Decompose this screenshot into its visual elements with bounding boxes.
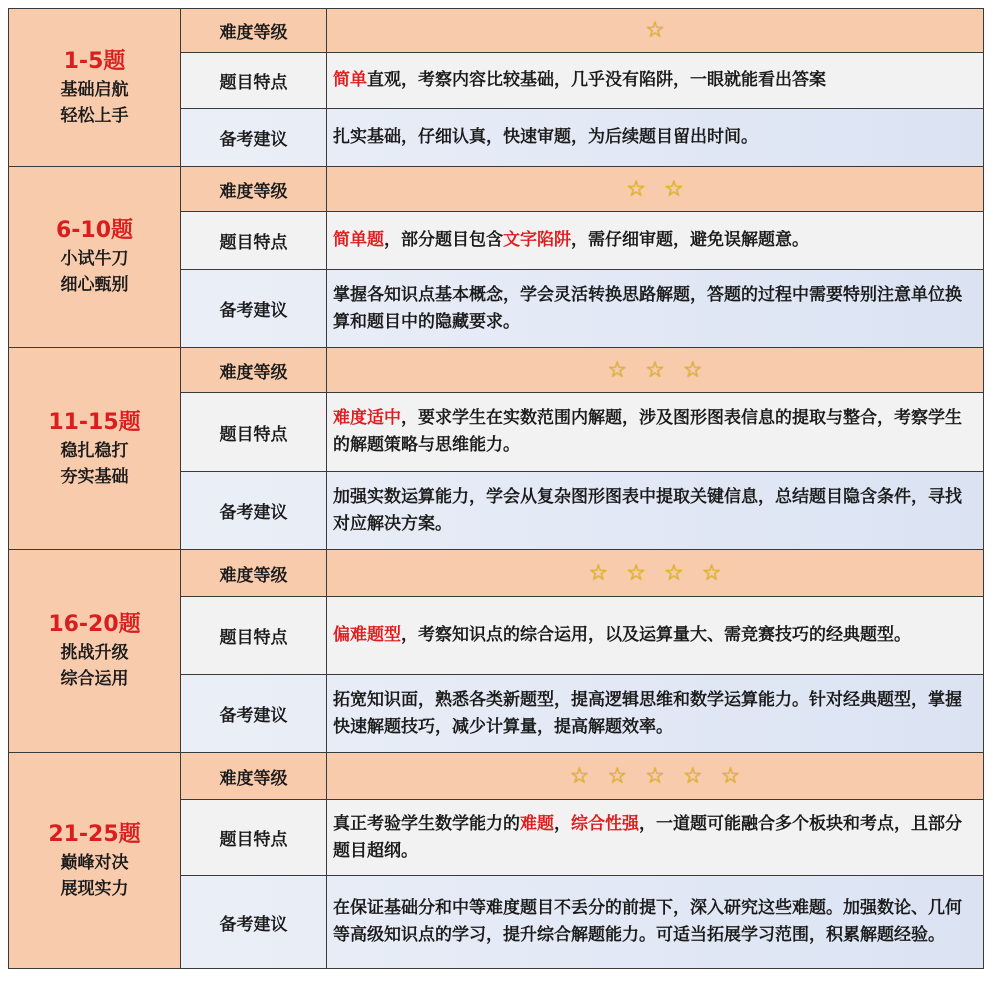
group-subtitle: 夯实基础 xyxy=(60,466,129,487)
question-group xyxy=(9,348,181,550)
star-icon: ☆ xyxy=(664,176,702,202)
star-icon: ☆ xyxy=(607,763,646,789)
highlight-text: 难题 xyxy=(520,813,554,834)
question-group xyxy=(9,9,181,167)
highlight-text: 难度适中 xyxy=(333,408,401,428)
rating-row xyxy=(9,753,984,800)
features-label: 题目特点 xyxy=(181,800,327,876)
advice-text: 拓宽知识面，熟悉各类新题型，提高逻辑思维和数学运算能力。针对经典题型，掌握快速解题技巧，减少计算量，提高解题效率。 xyxy=(327,675,984,753)
features-label: 题目特点 xyxy=(181,53,327,109)
star-icon: ☆ xyxy=(682,763,721,789)
exam-difficulty-table xyxy=(8,8,984,969)
rating-label: 难度等级 xyxy=(181,167,327,212)
highlight-text: 简单题 xyxy=(333,230,384,250)
rating-label: 难度等级 xyxy=(181,9,327,53)
star-icon: ☆ xyxy=(626,176,664,202)
text-segment: ，需仔细审题，避免误解题意。 xyxy=(571,230,809,250)
text-segment: ，一道题可能融合多个板块和考点，且部分题目超纲。 xyxy=(333,813,962,861)
features-text xyxy=(327,597,984,675)
features-text xyxy=(327,393,984,472)
rating-label: 难度等级 xyxy=(181,753,327,800)
star-rating xyxy=(327,753,984,800)
star-rating xyxy=(327,348,984,393)
rating-label: 难度等级 xyxy=(181,550,327,597)
star-icon: ☆ xyxy=(569,763,608,789)
star-icon: ☆ xyxy=(607,357,646,383)
highlight-text: 简单 xyxy=(333,70,367,90)
highlight-text: 文字陷阱 xyxy=(503,230,571,250)
question-range: 11-15题 xyxy=(48,409,141,435)
advice-text: 加强实数运算能力，学会从复杂图形图表中提取关键信息，总结题目隐含条件，寻找对应解决方案。 xyxy=(327,472,984,550)
text-segment: ，要求学生在实数范围内解题，涉及图形图表信息的提取与整合，考察学生的解题策略与思维能力。 xyxy=(333,408,962,455)
text-segment: ，部分题目包含 xyxy=(384,230,503,250)
star-icon: ☆ xyxy=(645,357,683,383)
star-icon: ☆ xyxy=(664,560,702,586)
star-icon: ☆ xyxy=(645,18,683,43)
rating-row xyxy=(9,167,984,212)
advice-label: 备考建议 xyxy=(181,876,327,969)
highlight-text: 综合性强 xyxy=(571,813,639,834)
rating-label: 难度等级 xyxy=(181,348,327,393)
group-title: 稳扎稳打 xyxy=(60,440,129,461)
text-segment: ， xyxy=(554,813,571,834)
advice-label: 备考建议 xyxy=(181,109,327,167)
group-subtitle: 轻松上手 xyxy=(60,105,129,126)
rating-row xyxy=(9,550,984,597)
star-icon: ☆ xyxy=(626,560,664,586)
features-label: 题目特点 xyxy=(181,393,327,472)
text-segment: 真正考验学生数学能力的 xyxy=(333,813,520,834)
advice-label: 备考建议 xyxy=(181,270,327,348)
question-range: 1-5题 xyxy=(63,48,126,74)
features-label: 题目特点 xyxy=(181,597,327,675)
advice-text: 扎实基础，仔细认真，快速审题，为后续题目留出时间。 xyxy=(327,109,984,167)
features-label: 题目特点 xyxy=(181,212,327,270)
question-range: 6-10题 xyxy=(55,218,134,243)
group-title: 巅峰对决 xyxy=(60,852,129,873)
group-subtitle: 细心甄别 xyxy=(60,275,129,295)
features-text xyxy=(327,53,984,109)
star-icon: ☆ xyxy=(645,763,683,789)
text-segment: ，考察知识点的综合运用，以及运算量大、需竞赛技巧的经典题型。 xyxy=(401,625,911,645)
star-rating xyxy=(327,9,984,53)
group-title: 挑战升级 xyxy=(60,643,129,663)
star-icon: ☆ xyxy=(588,560,627,586)
question-group xyxy=(9,753,181,969)
group-subtitle: 展现实力 xyxy=(60,878,129,899)
advice-text: 掌握各知识点基本概念，学会灵活转换思路解题，答题的过程中需要特别注意单位换算和题目中的隐藏要求。 xyxy=(327,270,984,348)
question-group xyxy=(9,550,181,753)
star-icon: ☆ xyxy=(720,763,759,789)
rating-row xyxy=(9,348,984,393)
question-group xyxy=(9,167,181,348)
question-range: 16-20题 xyxy=(48,612,141,637)
group-title: 基础启航 xyxy=(60,79,129,100)
group-subtitle: 综合运用 xyxy=(60,669,129,689)
text-segment: 直观，考察内容比较基础，几乎没有陷阱，一眼就能看出答案 xyxy=(367,70,826,90)
advice-label: 备考建议 xyxy=(181,472,327,550)
question-range: 21-25题 xyxy=(48,821,141,847)
star-icon: ☆ xyxy=(701,560,740,586)
star-icon: ☆ xyxy=(682,357,721,383)
star-rating xyxy=(327,550,984,597)
advice-text: 在保证基础分和中等难度题目不丢分的前提下，深入研究这些难题。加强数论、几何等高级知识点的学习，提升综合解题能力。可适当拓展学习范围，积累解题经验。 xyxy=(327,876,984,969)
highlight-text: 偏难题型 xyxy=(333,625,401,645)
rating-row xyxy=(9,9,984,53)
group-title: 小试牛刀 xyxy=(60,249,129,269)
features-text xyxy=(327,800,984,876)
star-rating xyxy=(327,167,984,212)
features-text xyxy=(327,212,984,270)
advice-label: 备考建议 xyxy=(181,675,327,753)
